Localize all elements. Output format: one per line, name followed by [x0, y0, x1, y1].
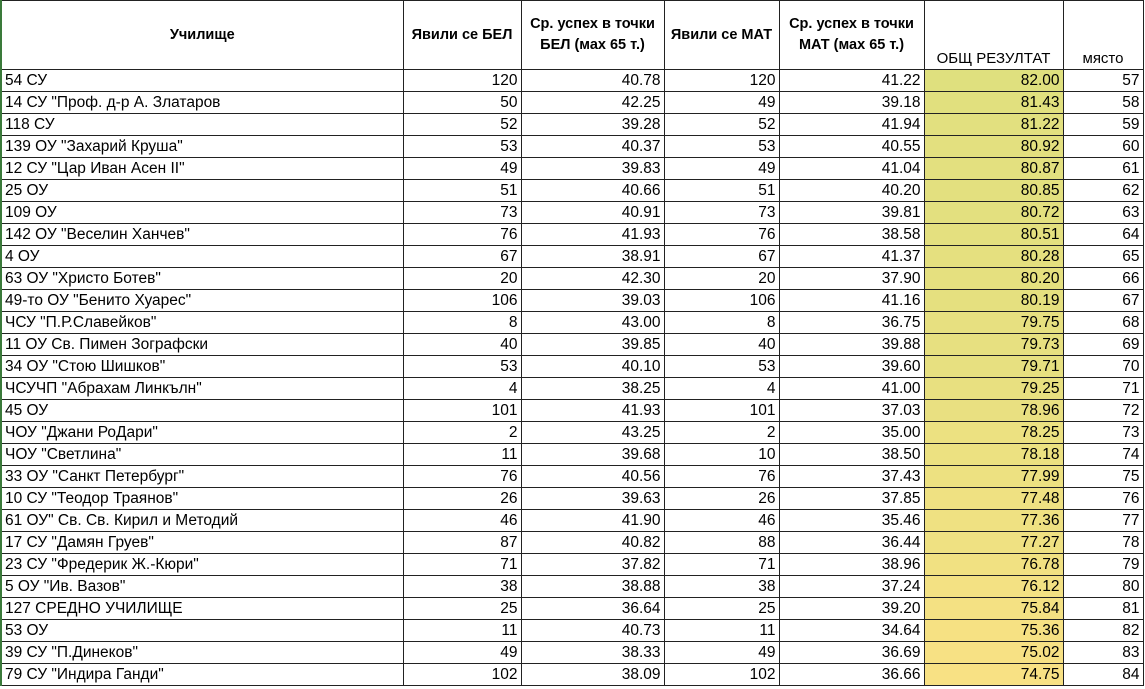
- mat-count-cell[interactable]: 53: [664, 356, 779, 378]
- table-row: [1, 224, 1143, 246]
- bel-avg-cell[interactable]: 38.88: [521, 576, 664, 598]
- total-cell[interactable]: 75.36: [924, 620, 1063, 642]
- mat-count-cell[interactable]: 101: [664, 400, 779, 422]
- total-cell[interactable]: 80.92: [924, 136, 1063, 158]
- place-cell[interactable]: 63: [1063, 202, 1143, 224]
- place-cell[interactable]: 84: [1063, 664, 1143, 686]
- mat-avg-cell[interactable]: 40.55: [779, 136, 924, 158]
- school-cell[interactable]: 25 ОУ: [1, 180, 403, 202]
- place-cell[interactable]: 83: [1063, 642, 1143, 664]
- mat-avg-cell[interactable]: 41.94: [779, 114, 924, 136]
- bel-avg-cell[interactable]: 38.09: [521, 664, 664, 686]
- place-cell[interactable]: 75: [1063, 466, 1143, 488]
- bel-avg-cell[interactable]: 36.64: [521, 598, 664, 620]
- bel-avg-cell[interactable]: 39.63: [521, 488, 664, 510]
- table-row: [1, 92, 1143, 114]
- place-cell[interactable]: 80: [1063, 576, 1143, 598]
- mat-avg-cell[interactable]: 37.03: [779, 400, 924, 422]
- table-row: [1, 444, 1143, 466]
- bel-avg-cell[interactable]: 38.91: [521, 246, 664, 268]
- total-cell[interactable]: 75.02: [924, 642, 1063, 664]
- school-cell[interactable]: 45 ОУ: [1, 400, 403, 422]
- school-cell[interactable]: 142 ОУ "Веселин Ханчев": [1, 224, 403, 246]
- bel-count-cell[interactable]: 11: [403, 620, 521, 642]
- place-cell[interactable]: 70: [1063, 356, 1143, 378]
- table-row: [1, 356, 1143, 378]
- header-bel-count[interactable]: Явили се БЕЛ: [403, 1, 521, 70]
- table-row: [1, 312, 1143, 334]
- school-cell[interactable]: 23 СУ "Фредерик Ж.-Кюри": [1, 554, 403, 576]
- place-cell[interactable]: 59: [1063, 114, 1143, 136]
- mat-avg-cell[interactable]: 39.88: [779, 334, 924, 356]
- bel-avg-cell[interactable]: 39.03: [521, 290, 664, 312]
- bel-avg-cell[interactable]: 40.66: [521, 180, 664, 202]
- bel-avg-cell[interactable]: 41.90: [521, 510, 664, 532]
- bel-count-cell[interactable]: 50: [403, 92, 521, 114]
- total-cell[interactable]: 76.12: [924, 576, 1063, 598]
- mat-avg-cell[interactable]: 41.00: [779, 378, 924, 400]
- mat-avg-cell[interactable]: 35.00: [779, 422, 924, 444]
- school-cell[interactable]: 49-то ОУ "Бенито Хуарес": [1, 290, 403, 312]
- mat-avg-cell[interactable]: 37.24: [779, 576, 924, 598]
- table-row: [1, 532, 1143, 554]
- mat-count-cell[interactable]: 49: [664, 158, 779, 180]
- mat-avg-cell[interactable]: 38.50: [779, 444, 924, 466]
- table-row: [1, 70, 1143, 92]
- total-cell[interactable]: 78.96: [924, 400, 1063, 422]
- place-cell[interactable]: 58: [1063, 92, 1143, 114]
- place-cell[interactable]: 72: [1063, 400, 1143, 422]
- bel-count-cell[interactable]: 25: [403, 598, 521, 620]
- mat-avg-cell[interactable]: 39.81: [779, 202, 924, 224]
- place-cell[interactable]: 66: [1063, 268, 1143, 290]
- mat-count-cell[interactable]: 102: [664, 664, 779, 686]
- total-cell[interactable]: 79.71: [924, 356, 1063, 378]
- mat-avg-cell[interactable]: 36.75: [779, 312, 924, 334]
- bel-count-cell[interactable]: 20: [403, 268, 521, 290]
- mat-count-cell[interactable]: 49: [664, 642, 779, 664]
- bel-avg-cell[interactable]: 41.93: [521, 400, 664, 422]
- total-cell[interactable]: 79.25: [924, 378, 1063, 400]
- header-mat-avg[interactable]: Ср. успех в точки МАТ (мах 65 т.): [779, 1, 924, 70]
- place-cell[interactable]: 77: [1063, 510, 1143, 532]
- mat-avg-cell[interactable]: 35.46: [779, 510, 924, 532]
- table-row: [1, 576, 1143, 598]
- school-cell[interactable]: 14 СУ "Проф. д-р А. Златаров: [1, 92, 403, 114]
- mat-count-cell[interactable]: 120: [664, 70, 779, 92]
- bel-avg-cell[interactable]: 40.56: [521, 466, 664, 488]
- bel-avg-cell[interactable]: 40.10: [521, 356, 664, 378]
- table-row: [1, 664, 1143, 686]
- mat-avg-cell[interactable]: 37.85: [779, 488, 924, 510]
- bel-count-cell[interactable]: 73: [403, 202, 521, 224]
- bel-avg-cell[interactable]: 42.25: [521, 92, 664, 114]
- place-cell[interactable]: 76: [1063, 488, 1143, 510]
- mat-count-cell[interactable]: 2: [664, 422, 779, 444]
- total-cell[interactable]: 74.75: [924, 664, 1063, 686]
- mat-avg-cell[interactable]: 40.20: [779, 180, 924, 202]
- mat-avg-cell[interactable]: 41.22: [779, 70, 924, 92]
- place-cell[interactable]: 81: [1063, 598, 1143, 620]
- bel-avg-cell[interactable]: 39.83: [521, 158, 664, 180]
- mat-avg-cell[interactable]: 36.44: [779, 532, 924, 554]
- total-cell[interactable]: 77.36: [924, 510, 1063, 532]
- mat-count-cell[interactable]: 52: [664, 114, 779, 136]
- bel-count-cell[interactable]: 101: [403, 400, 521, 422]
- place-cell[interactable]: 73: [1063, 422, 1143, 444]
- school-cell[interactable]: ЧСУЧП "Абрахам Линкълн": [1, 378, 403, 400]
- bel-count-cell[interactable]: 4: [403, 378, 521, 400]
- mat-count-cell[interactable]: 40: [664, 334, 779, 356]
- mat-avg-cell[interactable]: 36.69: [779, 642, 924, 664]
- mat-avg-cell[interactable]: 38.96: [779, 554, 924, 576]
- bel-avg-cell[interactable]: 42.30: [521, 268, 664, 290]
- table-row: [1, 378, 1143, 400]
- mat-count-cell[interactable]: 26: [664, 488, 779, 510]
- mat-count-cell[interactable]: 25: [664, 598, 779, 620]
- total-cell[interactable]: 77.27: [924, 532, 1063, 554]
- mat-avg-cell[interactable]: 37.90: [779, 268, 924, 290]
- school-cell[interactable]: 10 СУ "Теодор Траянов": [1, 488, 403, 510]
- bel-count-cell[interactable]: 40: [403, 334, 521, 356]
- mat-count-cell[interactable]: 49: [664, 92, 779, 114]
- total-cell[interactable]: 75.84: [924, 598, 1063, 620]
- table-row: [1, 158, 1143, 180]
- table-row: [1, 202, 1143, 224]
- school-cell[interactable]: ЧСУ "П.Р.Славейков": [1, 312, 403, 334]
- total-cell[interactable]: 80.85: [924, 180, 1063, 202]
- bel-count-cell[interactable]: 53: [403, 136, 521, 158]
- bel-count-cell[interactable]: 11: [403, 444, 521, 466]
- table-row: [1, 620, 1143, 642]
- header-total[interactable]: ОБЩ РЕЗУЛТАТ: [924, 1, 1063, 70]
- bel-count-cell[interactable]: 76: [403, 224, 521, 246]
- total-cell[interactable]: 76.78: [924, 554, 1063, 576]
- total-cell[interactable]: 80.72: [924, 202, 1063, 224]
- mat-avg-cell[interactable]: 38.58: [779, 224, 924, 246]
- bel-count-cell[interactable]: 106: [403, 290, 521, 312]
- place-cell[interactable]: 68: [1063, 312, 1143, 334]
- mat-avg-cell[interactable]: 39.20: [779, 598, 924, 620]
- school-cell[interactable]: ЧОУ "Джани РоДари": [1, 422, 403, 444]
- school-cell[interactable]: 5 ОУ "Ив. Вазов": [1, 576, 403, 598]
- place-cell[interactable]: 61: [1063, 158, 1143, 180]
- bel-count-cell[interactable]: 67: [403, 246, 521, 268]
- mat-count-cell[interactable]: 10: [664, 444, 779, 466]
- table-row: [1, 114, 1143, 136]
- bel-count-cell[interactable]: 51: [403, 180, 521, 202]
- total-cell[interactable]: 82.00: [924, 70, 1063, 92]
- place-cell[interactable]: 71: [1063, 378, 1143, 400]
- school-cell[interactable]: 127 СРЕДНО УЧИЛИЩЕ: [1, 598, 403, 620]
- bel-avg-cell[interactable]: 43.00: [521, 312, 664, 334]
- table-row: [1, 136, 1143, 158]
- place-cell[interactable]: 62: [1063, 180, 1143, 202]
- bel-count-cell[interactable]: 26: [403, 488, 521, 510]
- mat-count-cell[interactable]: 51: [664, 180, 779, 202]
- total-cell[interactable]: 80.51: [924, 224, 1063, 246]
- school-cell[interactable]: 34 ОУ "Стою Шишков": [1, 356, 403, 378]
- place-cell[interactable]: 60: [1063, 136, 1143, 158]
- total-cell[interactable]: 78.25: [924, 422, 1063, 444]
- table-row: [1, 400, 1143, 422]
- bel-avg-cell[interactable]: 38.25: [521, 378, 664, 400]
- mat-count-cell[interactable]: 46: [664, 510, 779, 532]
- bel-avg-cell[interactable]: 40.37: [521, 136, 664, 158]
- school-cell[interactable]: 33 ОУ "Санкт Петербург": [1, 466, 403, 488]
- table-row: [1, 488, 1143, 510]
- table-row: [1, 642, 1143, 664]
- school-cell[interactable]: 17 СУ "Дамян Груев": [1, 532, 403, 554]
- school-cell[interactable]: 139 ОУ "Захарий Круша": [1, 136, 403, 158]
- bel-count-cell[interactable]: 49: [403, 158, 521, 180]
- mat-count-cell[interactable]: 88: [664, 532, 779, 554]
- mat-count-cell[interactable]: 71: [664, 554, 779, 576]
- school-cell[interactable]: 79 СУ "Индира Ганди": [1, 664, 403, 686]
- total-cell[interactable]: 81.22: [924, 114, 1063, 136]
- total-cell[interactable]: 78.18: [924, 444, 1063, 466]
- mat-count-cell[interactable]: 73: [664, 202, 779, 224]
- place-cell[interactable]: 78: [1063, 532, 1143, 554]
- mat-avg-cell[interactable]: 37.43: [779, 466, 924, 488]
- table-row: [1, 246, 1143, 268]
- total-cell[interactable]: 77.48: [924, 488, 1063, 510]
- mat-count-cell[interactable]: 11: [664, 620, 779, 642]
- school-cell[interactable]: 39 СУ "П.Динеков": [1, 642, 403, 664]
- bel-count-cell[interactable]: 8: [403, 312, 521, 334]
- mat-count-cell[interactable]: 53: [664, 136, 779, 158]
- bel-avg-cell[interactable]: 43.25: [521, 422, 664, 444]
- table-row: [1, 268, 1143, 290]
- table-row: [1, 466, 1143, 488]
- place-cell[interactable]: 79: [1063, 554, 1143, 576]
- header-bel-avg[interactable]: Ср. успех в точки БЕЛ (мах 65 т.): [521, 1, 664, 70]
- bel-count-cell[interactable]: 53: [403, 356, 521, 378]
- mat-avg-cell[interactable]: 34.64: [779, 620, 924, 642]
- school-cell[interactable]: 11 ОУ Св. Пимен Зографски: [1, 334, 403, 356]
- place-cell[interactable]: 74: [1063, 444, 1143, 466]
- mat-count-cell[interactable]: 67: [664, 246, 779, 268]
- total-cell[interactable]: 79.75: [924, 312, 1063, 334]
- place-cell[interactable]: 67: [1063, 290, 1143, 312]
- mat-count-cell[interactable]: 76: [664, 466, 779, 488]
- school-cell[interactable]: 63 ОУ "Христо Ботев": [1, 268, 403, 290]
- bel-avg-cell[interactable]: 40.91: [521, 202, 664, 224]
- table-row: [1, 180, 1143, 202]
- school-cell[interactable]: 109 ОУ: [1, 202, 403, 224]
- place-cell[interactable]: 64: [1063, 224, 1143, 246]
- bel-avg-cell[interactable]: 40.78: [521, 70, 664, 92]
- mat-count-cell[interactable]: 20: [664, 268, 779, 290]
- header-school[interactable]: Училище: [1, 1, 403, 70]
- total-cell[interactable]: 80.19: [924, 290, 1063, 312]
- bel-avg-cell[interactable]: 37.82: [521, 554, 664, 576]
- header-row: [1, 1, 1143, 70]
- bel-count-cell[interactable]: 87: [403, 532, 521, 554]
- table-row: [1, 598, 1143, 620]
- bel-count-cell[interactable]: 49: [403, 642, 521, 664]
- header-place[interactable]: място: [1063, 1, 1143, 70]
- bel-count-cell[interactable]: 2: [403, 422, 521, 444]
- place-cell[interactable]: 82: [1063, 620, 1143, 642]
- bel-count-cell[interactable]: 120: [403, 70, 521, 92]
- bel-count-cell[interactable]: 46: [403, 510, 521, 532]
- table-row: [1, 290, 1143, 312]
- table-row: [1, 510, 1143, 532]
- mat-avg-cell[interactable]: 39.18: [779, 92, 924, 114]
- mat-avg-cell[interactable]: 36.66: [779, 664, 924, 686]
- school-cell[interactable]: 12 СУ "Цар Иван Асен II": [1, 158, 403, 180]
- bel-count-cell[interactable]: 76: [403, 466, 521, 488]
- bel-count-cell[interactable]: 52: [403, 114, 521, 136]
- total-cell[interactable]: 81.43: [924, 92, 1063, 114]
- bel-avg-cell[interactable]: 41.93: [521, 224, 664, 246]
- mat-avg-cell[interactable]: 39.60: [779, 356, 924, 378]
- bel-avg-cell[interactable]: 40.82: [521, 532, 664, 554]
- school-cell[interactable]: 4 ОУ: [1, 246, 403, 268]
- table-row: [1, 554, 1143, 576]
- place-cell[interactable]: 65: [1063, 246, 1143, 268]
- school-cell[interactable]: 61 ОУ" Св. Св. Кирил и Методий: [1, 510, 403, 532]
- mat-count-cell[interactable]: 106: [664, 290, 779, 312]
- place-cell[interactable]: 69: [1063, 334, 1143, 356]
- mat-count-cell[interactable]: 76: [664, 224, 779, 246]
- school-cell[interactable]: 54 СУ: [1, 70, 403, 92]
- school-cell[interactable]: ЧОУ "Светлина": [1, 444, 403, 466]
- mat-avg-cell[interactable]: 41.16: [779, 290, 924, 312]
- total-cell[interactable]: 80.20: [924, 268, 1063, 290]
- bel-count-cell[interactable]: 102: [403, 664, 521, 686]
- place-cell[interactable]: 57: [1063, 70, 1143, 92]
- table-row: [1, 422, 1143, 444]
- bel-avg-cell[interactable]: 39.28: [521, 114, 664, 136]
- bel-count-cell[interactable]: 38: [403, 576, 521, 598]
- mat-count-cell[interactable]: 4: [664, 378, 779, 400]
- bel-avg-cell[interactable]: 39.68: [521, 444, 664, 466]
- mat-count-cell[interactable]: 8: [664, 312, 779, 334]
- mat-avg-cell[interactable]: 41.37: [779, 246, 924, 268]
- school-cell[interactable]: 118 СУ: [1, 114, 403, 136]
- header-mat-count[interactable]: Явили се МАТ: [664, 1, 779, 70]
- bel-avg-cell[interactable]: 38.33: [521, 642, 664, 664]
- table-row: [1, 334, 1143, 356]
- mat-avg-cell[interactable]: 41.04: [779, 158, 924, 180]
- total-cell[interactable]: 80.28: [924, 246, 1063, 268]
- bel-avg-cell[interactable]: 40.73: [521, 620, 664, 642]
- bel-avg-cell[interactable]: 39.85: [521, 334, 664, 356]
- total-cell[interactable]: 80.87: [924, 158, 1063, 180]
- total-cell[interactable]: 77.99: [924, 466, 1063, 488]
- bel-count-cell[interactable]: 71: [403, 554, 521, 576]
- total-cell[interactable]: 79.73: [924, 334, 1063, 356]
- mat-count-cell[interactable]: 38: [664, 576, 779, 598]
- school-cell[interactable]: 53 ОУ: [1, 620, 403, 642]
